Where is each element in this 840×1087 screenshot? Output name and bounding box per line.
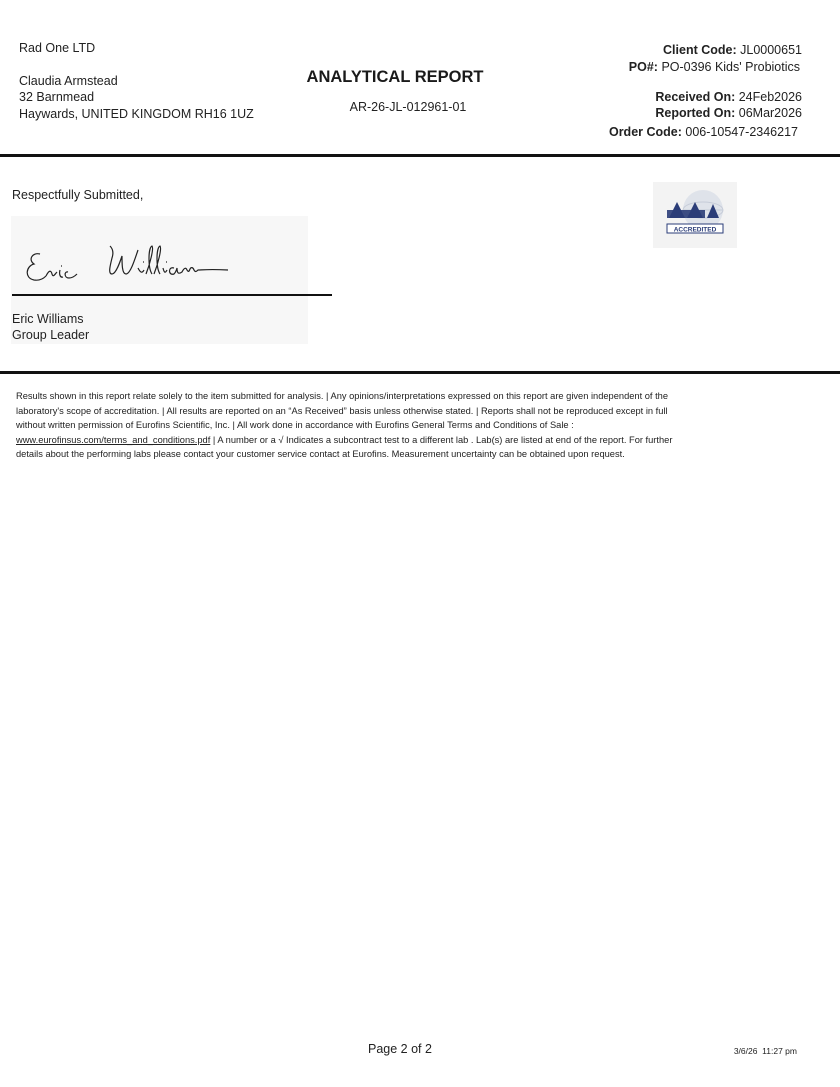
disclaimer-line-4 [16, 433, 721, 448]
header-divider [0, 154, 840, 157]
received-label: Received On: [655, 90, 736, 104]
disclaimer-text [16, 389, 721, 462]
reported-label: Reported On: [655, 106, 736, 120]
client-code [663, 42, 802, 59]
disclaimer-line-2: laboratory's scope of accreditation. | All results are reported on an “As Received” basis unless otherwise stated. | Reports shall not be reproduced except in full [16, 405, 668, 416]
disclaimer-line-3: without written permission of Eurofins Scientific, Inc. | All work done in accordance with Eurofins General Terms and Conditions of Sale : [16, 420, 574, 430]
po-value: PO-0396 Kids' Probiotics [661, 60, 800, 74]
svg-text:ACCREDITED: ACCREDITED [673, 226, 717, 234]
address-line-1: 32 Barnmead [19, 90, 95, 104]
page-number: Page 2 of 2 [368, 1042, 432, 1056]
company-name: Rad One LTD [19, 41, 96, 55]
address-line-2: Haywards, UNITED KINGDOM RH16 1UZ [19, 107, 254, 121]
handwritten-signature [22, 234, 252, 288]
po-number [629, 59, 800, 76]
disclaimer-line-4-text: | A number or a √ Indicates a subcontract test to a different lab . Lab(s) are listed at end of the report. For further [210, 434, 673, 445]
accreditation-logo [653, 182, 737, 248]
reported-on [655, 105, 802, 122]
terms-link[interactable]: www.eurofinsus.com/terms_and_conditions.pdf [16, 434, 211, 445]
disclaimer-line-1: Results shown in this report relate solely to the item submitted for analysis. | Any opinions/interpretations expressed on this report are given independent of the [16, 391, 669, 401]
client-code-value: JL0000651 [740, 43, 802, 57]
po-label: PO#: [628, 60, 658, 74]
reported-value: 06Mar2026 [738, 106, 802, 120]
section-divider [0, 371, 840, 374]
order-code [609, 124, 798, 141]
disclaimer-line-5: details about the performing labs please contact your customer service contact at Eurofins. Measurement uncertainty can be obtained upon request. [16, 449, 625, 459]
order-code-label: Order Code: [608, 125, 682, 139]
signer-name: Eric Williams [12, 312, 84, 326]
report-number: AR-26-JL-012961-01 [349, 100, 467, 114]
received-on [655, 89, 802, 106]
client-code-label: Client Code: [663, 43, 737, 57]
received-value: 24Feb2026 [738, 90, 802, 104]
contact-name: Claudia Armstead [19, 74, 118, 88]
signature-line [12, 294, 332, 296]
print-timestamp: 3/6/26 11:27 pm [733, 1046, 797, 1056]
order-code-value: 006-10547-2346217 [685, 125, 798, 139]
signer-title: Group Leader [12, 328, 90, 342]
respectfully-submitted: Respectfully Submitted, [12, 188, 144, 202]
report-title: ANALYTICAL REPORT [306, 68, 484, 86]
